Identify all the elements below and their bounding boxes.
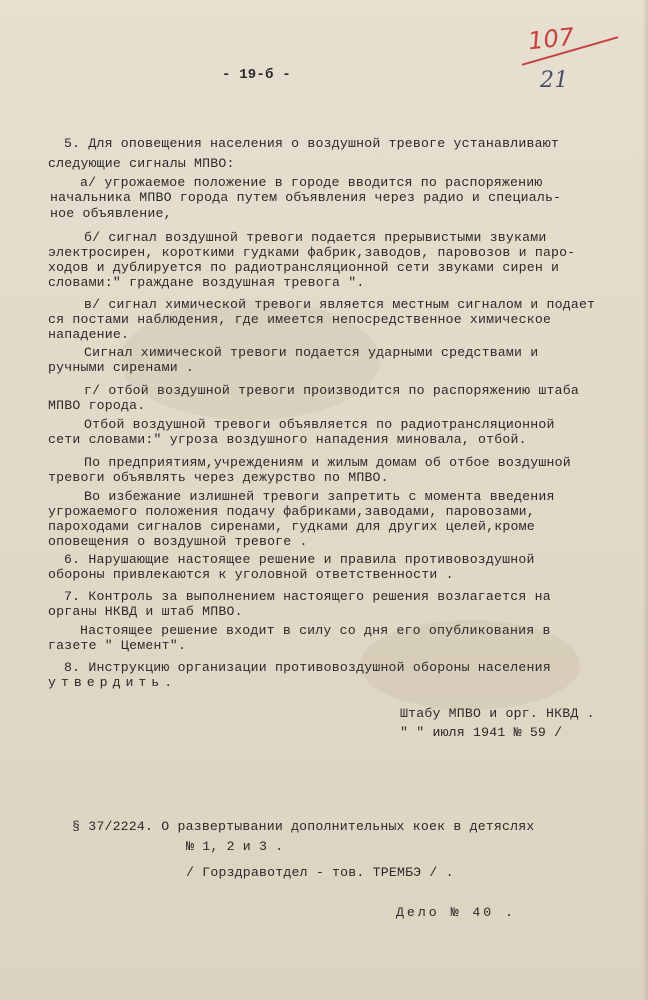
body-line: электросирен, короткими гудками фабрик,заводов, паровозов и паро- [48,245,576,260]
body-line: утвердить. [48,675,178,690]
signature-line: Штабу МПВО и орг. НКВД . [400,706,595,721]
body-line: б/ сигнал воздушной тревоги подается прерывистыми звуками [84,230,547,245]
body-line: 7. Контроль за выполнением настоящего решения возлагается на [64,589,551,604]
body-line: следующие сигналы МПВО: [48,156,235,171]
body-line: газете " Цемент". [48,638,186,653]
body-line: органы НКВД и штаб МПВО. [48,604,243,619]
body-line: ходов и дублируется по радиотрансляционной сети звуками сирен и [48,260,560,275]
body-line: МПВО города. [48,398,146,413]
page-number: - 19-б - [222,67,291,83]
body-line: ся постами наблюдения, где имеется непосредственное химическое [48,312,552,327]
footer-line: / Горздравотдел - тов. ТРЕМБЭ / . [186,865,454,880]
body-line: пароходами сигналов сиренами, гудками для других целей,кроме [48,519,535,534]
body-line: 5. Для оповещения населения о воздушной тревоге устанавливают [64,136,559,151]
footer-line: № 1, 2 и 3 . [186,839,284,854]
body-line: Во избежание излишней тревоги запретить с момента введения [84,489,555,504]
body-line: а/ угрожаемое положение в городе вводится по распоряжению [80,175,543,190]
body-line: ное объявление, [50,206,172,221]
body-line: Сигнал химической тревоги подается ударными средствами и [84,345,539,360]
pencil-folio-number: 21 [540,68,569,93]
body-line: сети словами:" угроза воздушного нападения миновала, отбой. [48,432,527,447]
signature-line: " " июля 1941 № 59 / [400,725,563,740]
body-line: начальника МПВО города путем объявления через радио и специаль- [50,190,562,205]
body-line: По предприятиям,учреждениям и жилым домам об отбое воздушной [84,455,571,470]
body-line: нападение. [48,327,130,342]
body-line: в/ сигнал химической тревоги является местным сигналом и подает [84,297,596,312]
body-line: словами:" граждане воздушная тревога ". [48,275,365,290]
body-line: обороны привлекаются к уголовной ответственности . [48,567,454,582]
red-archive-number: 107 [526,22,576,56]
body-line: Отбой воздушной тревоги объявляется по радиотрансляционной [84,417,555,432]
body-line: оповещения о воздушной тревоге . [48,534,308,549]
body-line: 6. Нарушающие настоящее решение и правила противовоздушной [64,552,535,567]
body-line: ручными сиренами . [48,360,195,375]
body-line: Настоящее решение входит в силу со дня его опубликования в [80,623,551,638]
body-line: угрожаемого положения подачу фабриками,заводами, паровозами, [48,504,535,519]
body-line: 8. Инструкцию организации противовоздушной обороны населения [64,660,551,675]
body-line: г/ отбой воздушной тревоги производится по распоряжению штаба [84,383,579,398]
footer-line: § 37/2224. О развертывании дополнительных коек в детяслях [72,819,535,834]
paper-edge-shadow [642,0,648,1000]
case-number: Дело № 40 . [396,905,517,920]
body-line: тревоги объявлять через дежурство по МПВО. [48,470,389,485]
